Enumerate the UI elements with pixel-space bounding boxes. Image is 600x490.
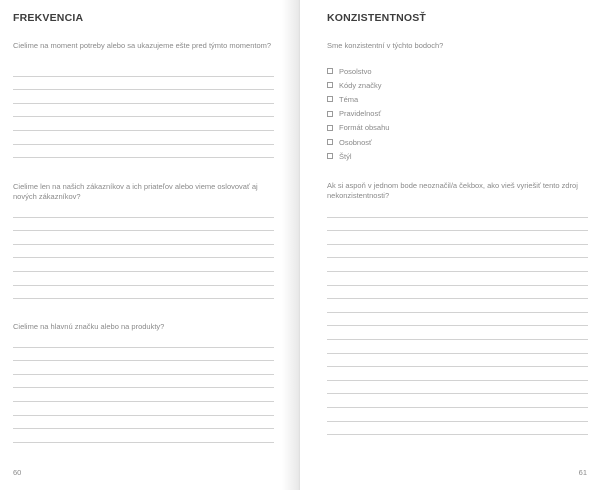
- checklist-item[interactable]: [327, 121, 389, 135]
- answer-line[interactable]: [327, 258, 588, 272]
- answer-line[interactable]: [13, 388, 274, 402]
- answer-line[interactable]: [13, 145, 274, 159]
- checklist-label: Pravidelnosť: [339, 109, 382, 119]
- checklist-item[interactable]: [327, 149, 389, 163]
- answer-line[interactable]: [327, 272, 588, 286]
- answer-line[interactable]: [327, 299, 588, 313]
- answer-line[interactable]: [13, 204, 274, 218]
- checklist-item[interactable]: [327, 64, 389, 78]
- answer-line[interactable]: [13, 218, 274, 232]
- answer-line[interactable]: [13, 131, 274, 145]
- answer-line[interactable]: [13, 63, 274, 77]
- checklist-label: Téma: [339, 94, 359, 104]
- right-page-number: 61: [578, 468, 587, 477]
- answer-line[interactable]: [13, 361, 274, 375]
- answer-line[interactable]: [327, 245, 588, 259]
- answer-lines-2: [13, 204, 274, 299]
- answer-line[interactable]: [327, 354, 588, 368]
- answer-line[interactable]: [327, 313, 588, 327]
- answer-line[interactable]: [13, 77, 274, 91]
- answer-line[interactable]: [13, 245, 274, 259]
- checkbox-icon[interactable]: [327, 68, 333, 74]
- answer-line[interactable]: [327, 422, 588, 436]
- checklist-label: Štýl: [339, 151, 352, 161]
- answer-line[interactable]: [13, 348, 274, 362]
- checkbox-icon[interactable]: [327, 153, 333, 159]
- answer-line[interactable]: [327, 381, 588, 395]
- answer-line[interactable]: [327, 326, 588, 340]
- checklist-label: Formát obsahu: [339, 123, 390, 133]
- unchecked-question: Ak si aspoň v jednom bode neoznačil/a čekbox, ako vieš vyriešiť tento zdroj nekonzistentnosti?: [327, 181, 578, 200]
- answer-line[interactable]: [327, 204, 588, 218]
- answer-line[interactable]: [327, 218, 588, 232]
- answer-line[interactable]: [13, 90, 274, 104]
- checkbox-icon[interactable]: [327, 139, 333, 145]
- answer-line[interactable]: [13, 334, 274, 348]
- checklist-label: Osobnosť: [339, 137, 372, 147]
- checklist-item[interactable]: [327, 78, 389, 92]
- checklist-item[interactable]: [327, 107, 389, 121]
- checklist-item[interactable]: [327, 135, 389, 149]
- answer-line[interactable]: [327, 408, 588, 422]
- answer-line[interactable]: [13, 416, 274, 430]
- answer-line[interactable]: [327, 394, 588, 408]
- checklist-label: Posolstvo: [339, 66, 372, 76]
- answer-line[interactable]: [13, 375, 274, 389]
- answer-line[interactable]: [327, 367, 588, 381]
- left-page-heading: FREKVENCIA: [13, 12, 84, 24]
- answer-line[interactable]: [13, 286, 274, 300]
- consistency-question: Sme konzistentní v týchto bodoch?: [327, 41, 444, 50]
- checkbox-icon[interactable]: [327, 96, 333, 102]
- checkbox-icon[interactable]: [327, 125, 333, 131]
- answer-line[interactable]: [327, 231, 588, 245]
- answer-line[interactable]: [13, 231, 274, 245]
- answer-line[interactable]: [13, 104, 274, 118]
- checkbox-icon[interactable]: [327, 111, 333, 117]
- checklist-label: Kódy značky: [339, 80, 382, 90]
- answer-line[interactable]: [13, 117, 274, 131]
- answer-lines-1: [13, 63, 274, 158]
- answer-line[interactable]: [13, 258, 274, 272]
- question-2: Cielime len na našich zákazníkov a ich priateľov alebo vieme oslovovať aj nových zákazníkov?: [13, 182, 258, 201]
- checklist-item[interactable]: [327, 92, 389, 106]
- question-3: Cielime na hlavnú značku alebo na produkty?: [13, 322, 165, 331]
- answer-line[interactable]: [327, 286, 588, 300]
- right-page: [300, 0, 600, 490]
- answer-line[interactable]: [13, 272, 274, 286]
- answer-lines-right: [327, 204, 588, 435]
- left-page-number: 60: [13, 468, 22, 477]
- right-page-heading: KONZISTENTNOSŤ: [327, 12, 427, 24]
- answer-line[interactable]: [327, 340, 588, 354]
- checkbox-icon[interactable]: [327, 82, 333, 88]
- question-1: Cielime na moment potreby alebo sa ukazujeme ešte pred týmto momentom?: [13, 41, 272, 50]
- consistency-checklist: [327, 64, 389, 163]
- answer-line[interactable]: [13, 429, 274, 443]
- answer-line[interactable]: [13, 402, 274, 416]
- answer-lines-3: [13, 334, 274, 443]
